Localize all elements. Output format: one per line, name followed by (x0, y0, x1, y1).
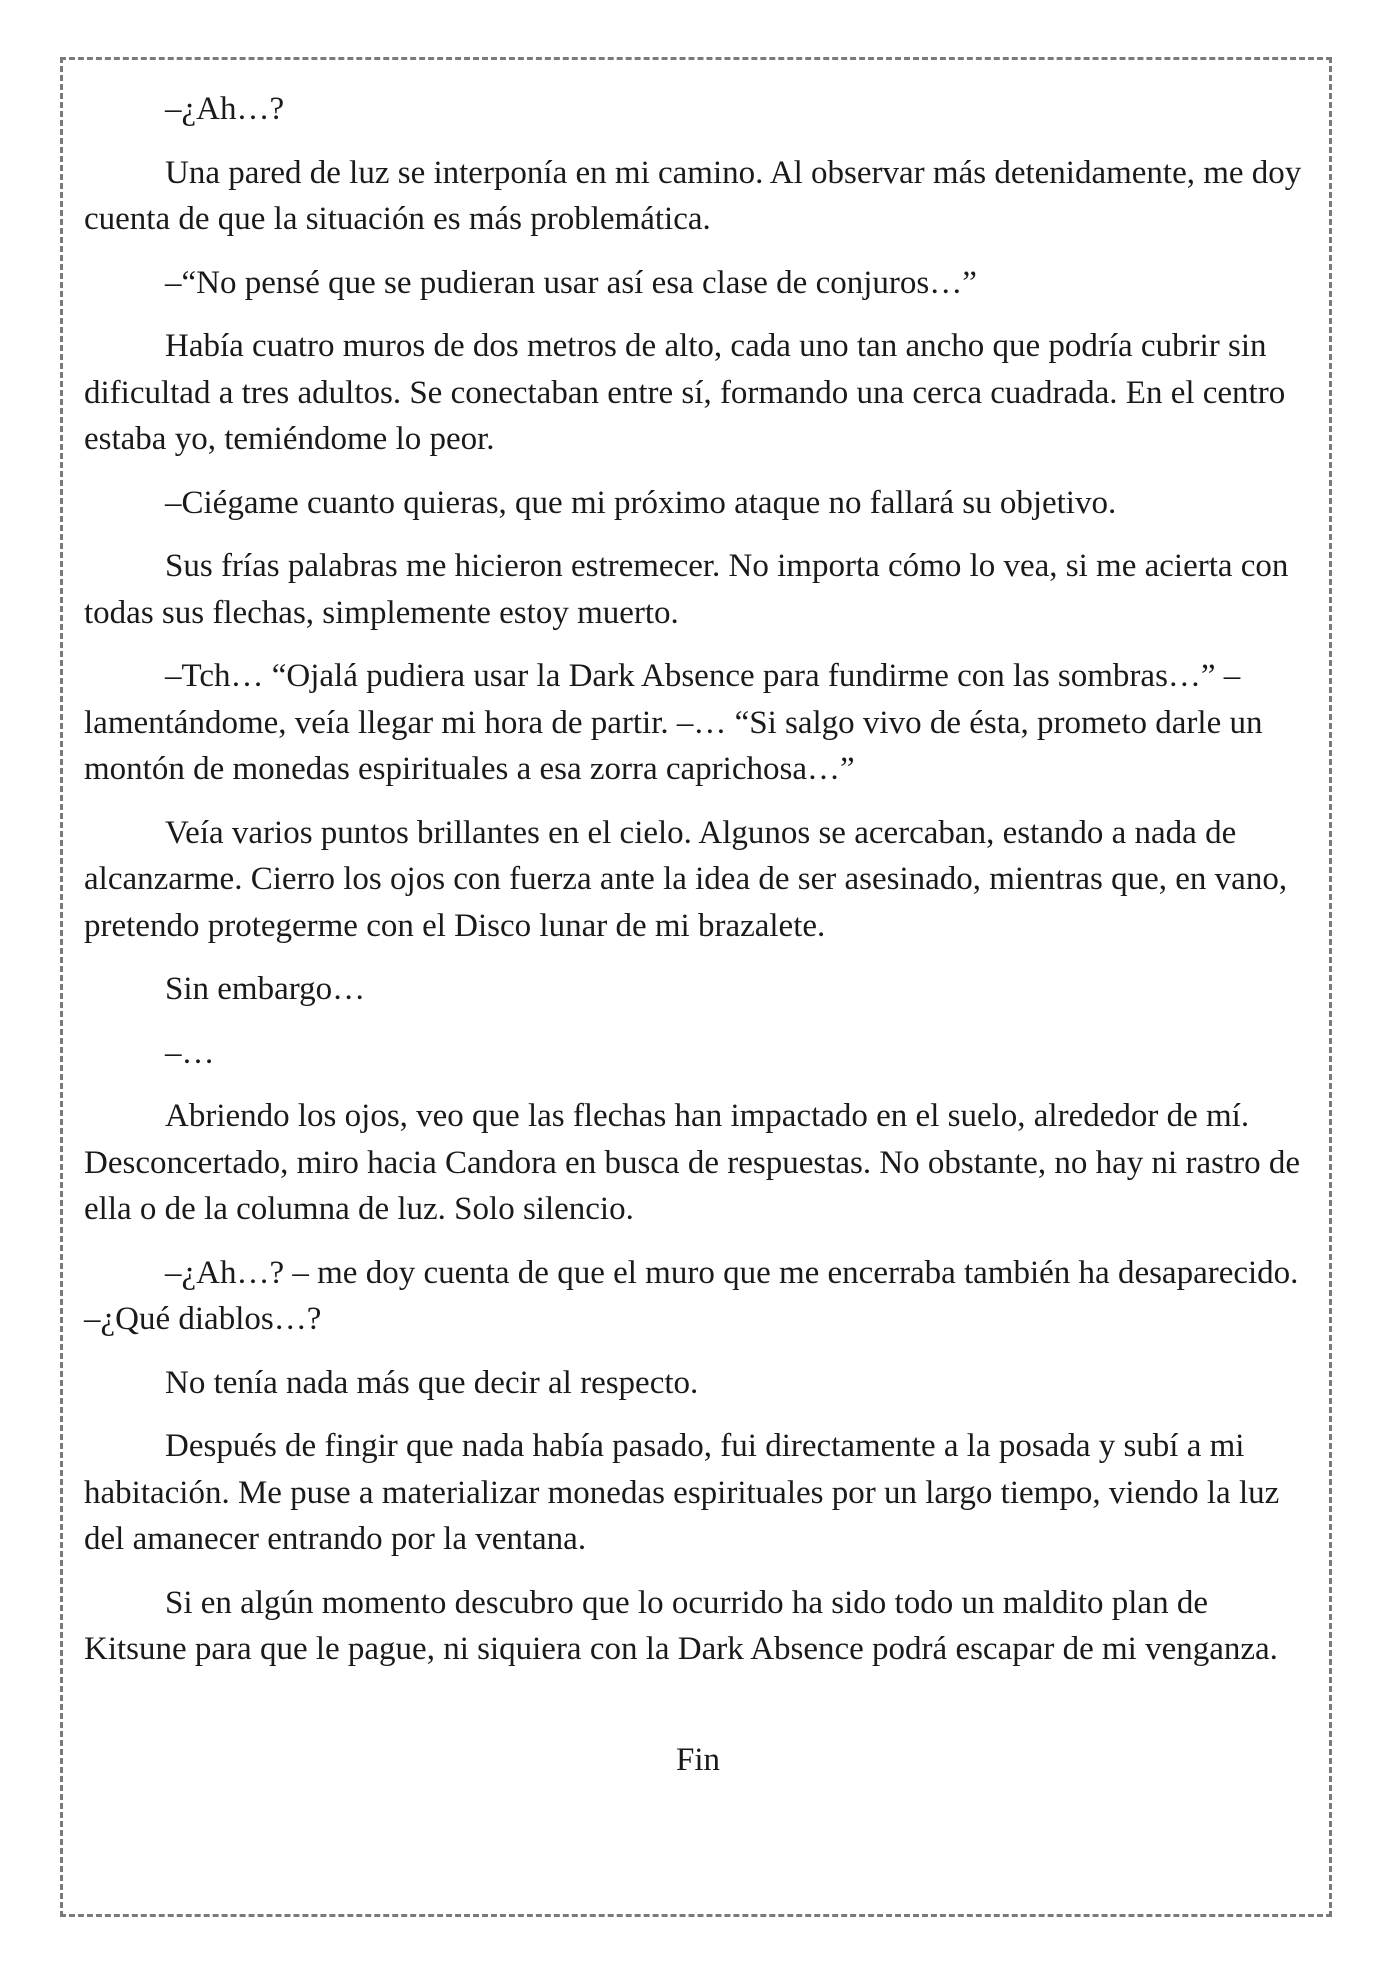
paragraph: Si en algún momento descubro que lo ocurrido ha sido todo un maldito plan de Kitsune para que le pague, ni siquiera con la Dark Absence podrá escapar de mi venganza. (84, 1584, 1278, 1667)
paragraph: –“No pensé que se pudieran usar así esa clase de conjuros…” (165, 264, 977, 301)
paragraph: Sus frías palabras me hicieron estremecer. No importa cómo lo vea, si me acierta con todas sus flechas, simplemente estoy muerto. (84, 548, 1289, 631)
story-text (84, 86, 1312, 1800)
paragraph: –… (165, 1034, 215, 1071)
paragraph: No tenía nada más que decir al respecto. (165, 1364, 699, 1401)
paragraph: –Ciégame cuanto quieras, que mi próximo ataque no fallará su objetivo. (165, 484, 1117, 521)
paragraph: Después de fingir que nada había pasado, fui directamente a la posada y subí a mi habitación. Me puse a materializar monedas espirituales por un largo tiempo, viendo la luz del amanecer entrando por la ventana. (84, 1428, 1280, 1557)
ending-label: Fin (675, 1741, 721, 1778)
paragraph: –Tch… “Ojalá pudiera usar la Dark Absence para fundirme con las sombras…” – lamentándome, veía llegar mi hora de partir. –… “Si salgo vivo de ésta, prometo darle un montón de monedas espirituales a esa zorra caprichosa…” (84, 658, 1263, 787)
paragraph: Había cuatro muros de dos metros de alto, cada uno tan ancho que podría cubrir sin dificultad a tres adultos. Se conectaban entre sí, formando una cerca cuadrada. En el centro estaba yo, temiéndome lo peor. (84, 328, 1286, 457)
paragraph: Veía varios puntos brillantes en el cielo. Algunos se acercaban, estando a nada de alcanzarme. Cierro los ojos con fuerza ante la idea de ser asesinado, mientras que, en vano, pretendo protegerme con el Disco lunar de mi brazalete. (84, 814, 1288, 944)
paragraph: –¿Ah…? – me doy cuenta de que el muro que me encerraba también ha desaparecido. –¿Qué diablos…? (84, 1254, 1299, 1337)
paragraph: Una pared de luz se interponía en mi camino. Al observar más detenidamente, me doy cuenta de que la situación es más problemática. (84, 154, 1302, 237)
paragraph: –¿Ah…? (165, 91, 285, 127)
paragraph: Abriendo los ojos, veo que las flechas han impactado en el suelo, alrededor de mí. Desconcertado, miro hacia Candora en busca de respuestas. No obstante, no hay ni rastro de ella o de la columna de luz. Solo silencio. (84, 1098, 1301, 1227)
paragraph: Sin embargo… (165, 971, 366, 1007)
